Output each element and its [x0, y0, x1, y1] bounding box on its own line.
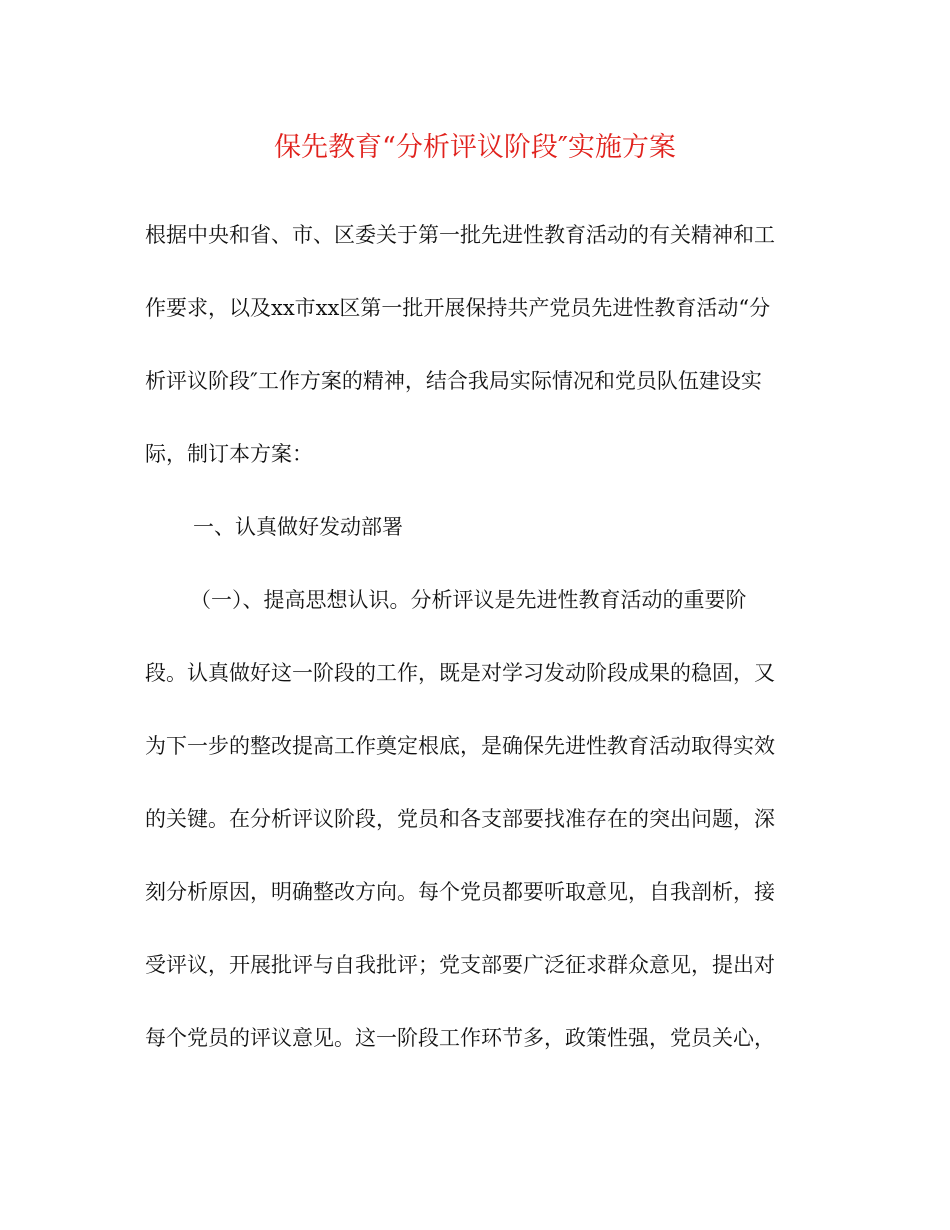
body-line-6: 段。认真做好这一阶段的工作，既是对学习发动阶段成果的稳固，又	[145, 661, 775, 685]
body-line-7: 为下一步的整改提高工作奠定根底，是确保先进性教育活动取得实效	[145, 734, 775, 758]
body-line-8: 的关键。在分析评议阶段，党员和各支部要找准存在的突出问题，深	[145, 807, 775, 831]
body-line-9: 刻分析原因，明确整改方向。每个党员都要听取意见，自我剖析，接	[145, 880, 775, 904]
section-heading-1: 一、认真做好发动部署	[193, 515, 403, 539]
document-title: 保先教育“分析评议阶段″实施方案	[274, 132, 676, 163]
body-line-11: 每个党员的评议意见。这一阶段工作环节多，政策性强，党员关心，	[145, 1026, 775, 1050]
body-line-4: 际，制订本方案：	[145, 442, 313, 466]
body-line-1: 根据中央和省、市、区委关于第一批先进性教育活动的有关精神和工	[145, 223, 775, 247]
body-line-3: 析评议阶段″工作方案的精神，结合我局实际情况和党员队伍建设实	[145, 369, 762, 393]
body-line-5: （一）、提高思想认识。分析评议是先进性教育活动的重要阶	[190, 588, 747, 612]
body-line-10: 受评议，开展批评与自我批评；党支部要广泛征求群众意见，提出对	[145, 953, 775, 977]
body-line-2: 作要求，以及xx市xx区第一批开展保持共产党员先进性教育活动“分	[145, 296, 771, 320]
